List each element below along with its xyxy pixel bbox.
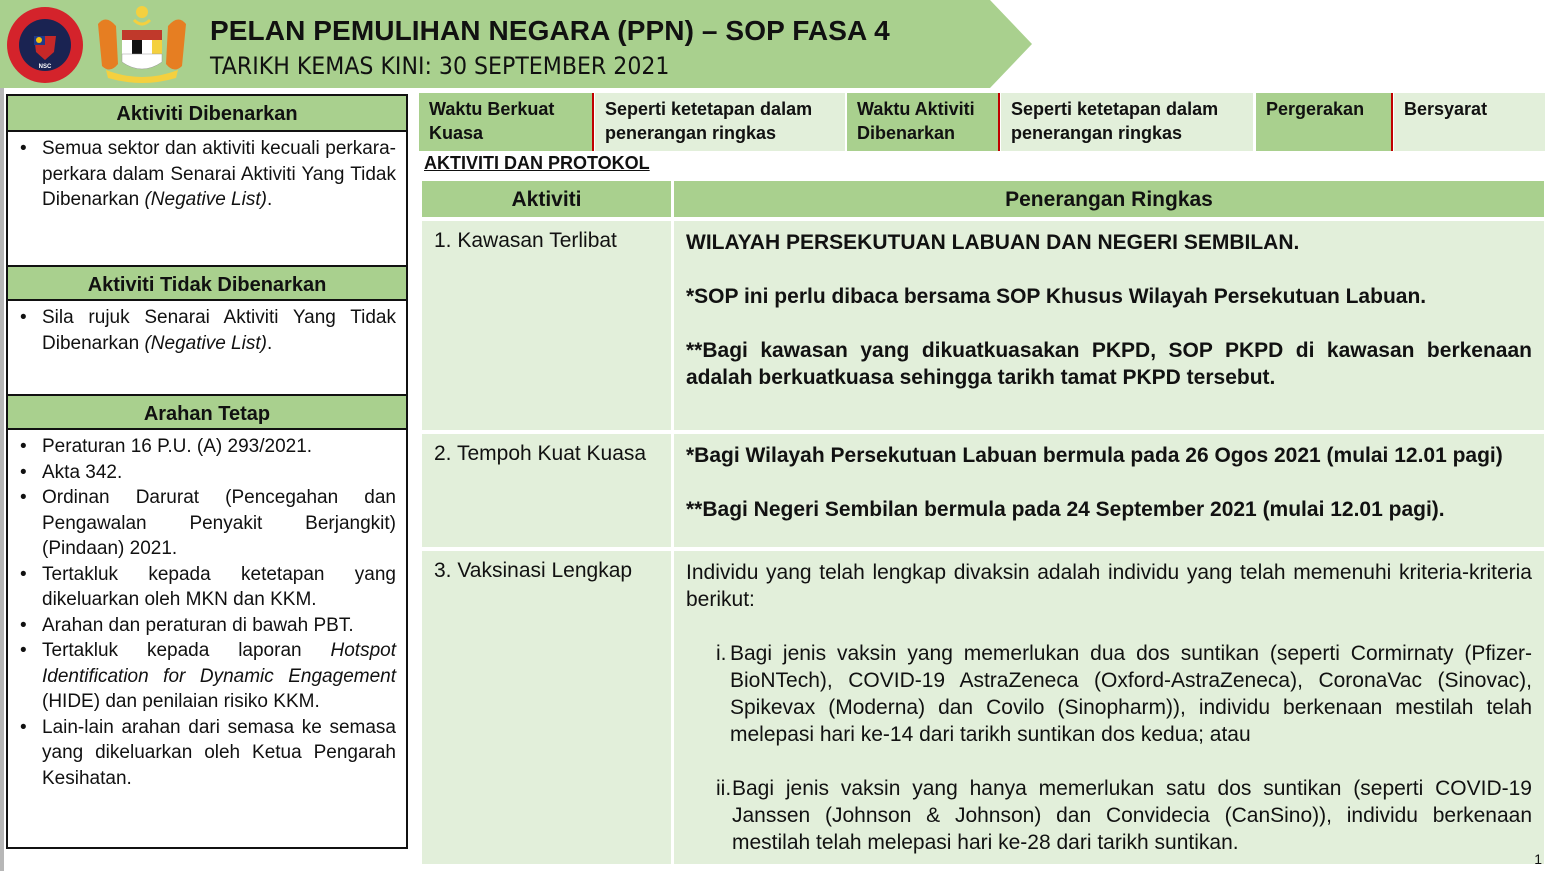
activity-protocol-table (422, 181, 1544, 864)
criteria-number: ii. (716, 777, 732, 800)
criteria-item (686, 775, 1532, 856)
svg-text:NSC: NSC (38, 64, 52, 70)
status-value-effective-time: Seperti ketetapan dalam penerangan ringkas (595, 93, 845, 151)
column-header-activity: Aktiviti (422, 181, 671, 217)
description-cell (674, 221, 1544, 430)
status-value-movement: Bersyarat (1394, 93, 1545, 151)
activity-cell: 1. Kawasan Terlibat (422, 221, 671, 430)
description-line: *Bagi Wilayah Persekutuan Labuan bermula pada 26 Ogos 2021 (mulai 12.01 pagi) (686, 444, 1503, 467)
criteria-number: i. (716, 642, 727, 665)
table-header-row (422, 181, 1544, 217)
standing-directives-heading: Arahan Tetap (8, 394, 406, 430)
allowed-activities-body (8, 132, 406, 265)
list-item: • Akta 342. (18, 460, 396, 486)
page-number: 1 (1534, 851, 1542, 867)
list-item: • Lain-lain arahan dari semasa ke semasa yang dikeluarkan oleh Ketua Pengarah Kesihatan. (18, 715, 396, 792)
description-line: **Bagi kawasan yang dikuatkuasakan PKPD, SOP PKPD di kawasan berkenaan adalah berkuatkuasa sehingga tarikh tamat PKPD tersebut. (686, 339, 1532, 389)
section-title: AKTIVITI DAN PROTOKOL (424, 153, 650, 173)
last-updated-date: TARIKH KEMAS KINI: 30 SEPTEMBER 2021 (210, 52, 670, 80)
list-item: • Tertakluk kepada laporan Hotspot Identification for Dynamic Engagement (HIDE) dan penilaian risiko KKM. (18, 638, 396, 715)
page-left-edge (0, 0, 4, 871)
description-cell (674, 551, 1544, 864)
status-label-effective-time: Waktu Berkuat Kuasa (419, 93, 593, 151)
prohibited-activities-heading: Aktiviti Tidak Dibenarkan (8, 265, 406, 301)
coat-of-arms-icon (88, 4, 196, 84)
table-row (422, 551, 1544, 864)
list-item: • Sila rujuk Senarai Aktiviti Yang Tidak Dibenarkan (Negative List). (18, 305, 396, 356)
activity-cell: 3. Vaksinasi Lengkap (422, 551, 671, 864)
list-item: • Peraturan 16 P.U. (A) 293/2021. (18, 434, 396, 460)
prohibited-activities-body (8, 301, 406, 394)
standing-directives-body (8, 430, 406, 791)
description-intro: Individu yang telah lengkap divaksin adalah individu yang telah memenuhi kriteria-kriteria berikut: (686, 561, 1532, 611)
criteria-item (686, 640, 1532, 748)
description-cell (674, 434, 1544, 547)
list-item: • Arahan dan peraturan di bawah PBT. (18, 613, 396, 639)
status-value-activity-hours: Seperti ketetapan dalam penerangan ringkas (1001, 93, 1253, 151)
page-title: PELAN PEMULIHAN NEGARA (PPN) – SOP FASA 4 (210, 15, 890, 46)
description-line: WILAYAH PERSEKUTUAN LABUAN DAN NEGERI SEMBILAN. (686, 231, 1300, 254)
nsc-logo-icon (6, 6, 84, 84)
description-line: *SOP ini perlu dibaca bersama SOP Khusus Wilayah Persekutuan Labuan. (686, 285, 1427, 308)
list-item: • Tertakluk kepada ketetapan yang dikeluarkan oleh MKN dan KKM. (18, 562, 396, 613)
status-label-activity-hours: Waktu Aktiviti Dibenarkan (847, 93, 999, 151)
criteria-text: Bagi jenis vaksin yang memerlukan dua dos suntikan (seperti Cormirnaty (Pfizer-BioNTech), COVID-19 AstraZeneca (Oxford-AstraZeneca), CoronaVac (Sinovac), Spikevax (Moderna) dan Covilo (Sinopharm)), individu berkenaan mestilah telah melepasi hari ke-14 dari tarikh suntikan dos kedua; atau (730, 642, 1532, 746)
criteria-text: Bagi jenis vaksin yang hanya memerlukan satu dos suntikan (seperti COVID-19 Janssen (Johnson & Johnson) dan Convidecia (CanSino)), individu berkenaan mestilah telah melepasi hari ke-28 dari tarikh suntikan. (732, 777, 1532, 854)
activity-cell: 2. Tempoh Kuat Kuasa (422, 434, 671, 547)
description-line: **Bagi Negeri Sembilan bermula pada 24 September 2021 (mulai 12.01 pagi). (686, 498, 1445, 521)
column-header-description: Penerangan Ringkas (674, 181, 1544, 217)
allowed-activities-heading: Aktiviti Dibenarkan (8, 96, 406, 132)
header-banner (0, 0, 1032, 88)
left-info-panel (6, 94, 408, 849)
list-item: • Ordinan Darurat (Pencegahan dan Pengawalan Penyakit Berjangkit) (Pindaan) 2021. (18, 485, 396, 562)
status-label-movement: Pergerakan (1256, 93, 1392, 151)
list-item: • Semua sektor dan aktiviti kecuali perkara-perkara dalam Senarai Aktiviti Yang Tidak Dibenarkan (Negative List). (18, 136, 396, 213)
table-row (422, 221, 1544, 430)
table-row (422, 434, 1544, 547)
